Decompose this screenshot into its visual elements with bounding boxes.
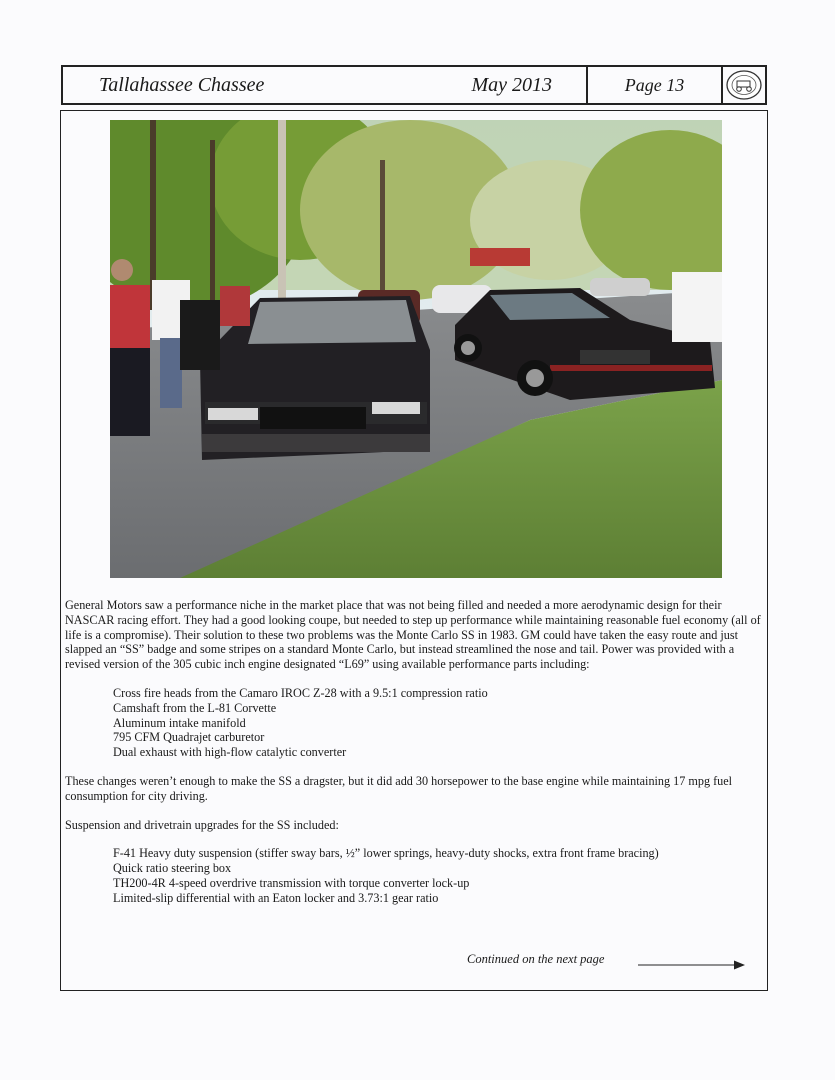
list-item: TH200-4R 4-speed overdrive transmission with torque converter lock-up [113,875,470,890]
issue-date: May 2013 [471,73,552,96]
list-item: Cross fire heads from the Camaro IROC Z-28 with a 9.5:1 compression ratio [113,685,488,700]
list-item: 795 CFM Quadrajet carburetor [113,730,265,745]
article-body [65,598,765,906]
list-item: Camshaft from the L-81 Corvette [113,700,277,715]
list-item: Dual exhaust with high-flow catalytic converter [113,745,347,760]
list-item: Aluminum intake manifold [113,715,246,730]
newsletter-title: Tallahassee Chassee [99,73,265,96]
changes-paragraph: These changes weren’t enough to make the SS a dragster, but it did add 30 horsepower to the base engine while maintaining 17 mpg fuel consumption for city driving. [65,773,733,803]
suspension-intro: Suspension and drivetrain upgrades for the SS included: [65,817,339,832]
club-seal-icon [725,69,763,101]
header-title-cell [63,67,588,103]
continued-note: Continued on the next page [467,952,605,966]
list-item: Limited-slip differential with an Eaton locker and 3.73:1 gear ratio [113,890,439,905]
car-show-photo [110,120,722,578]
suspension-list [65,846,765,905]
list-item: F-41 Heavy duty suspension (stiffer sway bars, ½” lower springs, heavy-duty shocks, extra front frame bracing) [113,846,659,861]
page-number: Page 13 [588,67,723,103]
club-logo [723,67,765,103]
arrow-right-icon [638,958,746,976]
list-item: Quick ratio steering box [113,861,232,876]
page-header [61,65,767,105]
intro-paragraph: General Motors saw a performance niche in the market place that was not being filled and needed a more aerodynamic design for their NASCAR racing effort. They had a good looking coupe, but needed to step up performance while maintaining reasonable fuel economy (all of life is a compromise). Their solution to these two problems was the Monte Carlo SS in 1983. GM could have taken the easy route and just slapped an “SS” badge and some stripes on a standard Monte Carlo, but instead streamlined the nose and tail. Power was provided with a revised version of the 305 cubic inch engine designated “L69” using available performance parts including: [65,598,761,672]
engine-parts-list [65,686,765,760]
